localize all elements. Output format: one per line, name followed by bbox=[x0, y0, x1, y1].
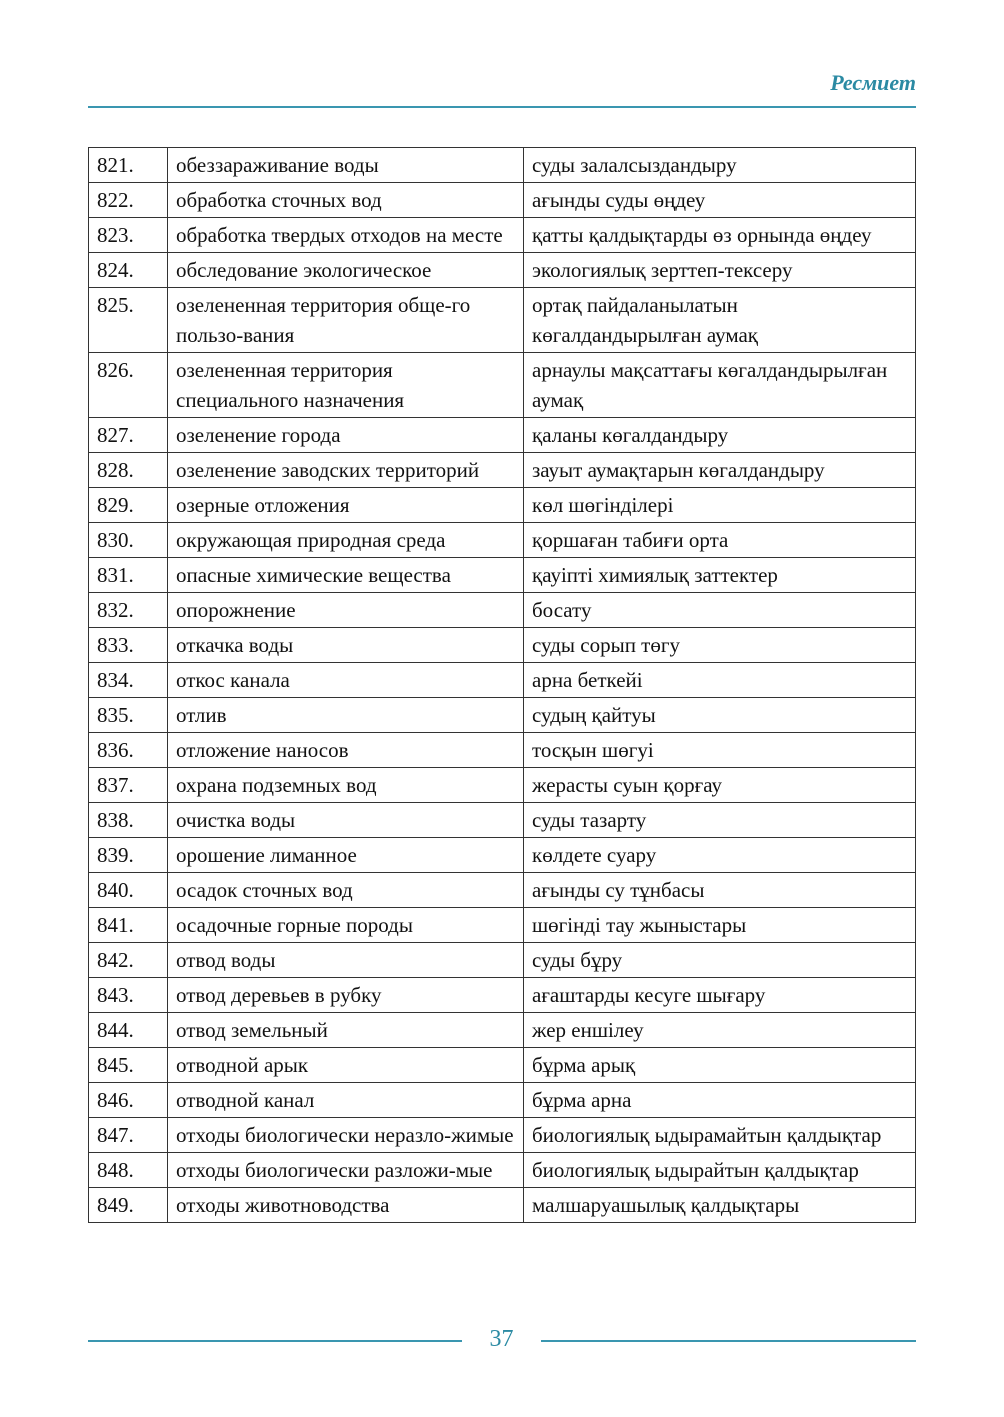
russian-term-cell: обработка твердых отходов на месте bbox=[168, 218, 524, 253]
entry-number-cell: 831. bbox=[89, 558, 168, 593]
russian-term-cell: охрана подземных вод bbox=[168, 768, 524, 803]
russian-term-cell: опасные химические вещества bbox=[168, 558, 524, 593]
table-row bbox=[89, 1013, 916, 1048]
russian-term-cell: осадочные горные породы bbox=[168, 908, 524, 943]
kazakh-term-cell: жер еншілеу bbox=[524, 1013, 916, 1048]
entry-number-cell: 823. bbox=[89, 218, 168, 253]
kazakh-term-cell: ағынды су тұнбасы bbox=[524, 873, 916, 908]
glossary-table-body bbox=[89, 148, 916, 1223]
russian-term-cell: отвод земельный bbox=[168, 1013, 524, 1048]
kazakh-term-cell: қоршаған табиғи орта bbox=[524, 523, 916, 558]
entry-number-cell: 825. bbox=[89, 288, 168, 353]
table-row bbox=[89, 663, 916, 698]
russian-term-cell: окружающая природная среда bbox=[168, 523, 524, 558]
header-divider bbox=[88, 106, 916, 108]
kazakh-term-cell: суды тазарту bbox=[524, 803, 916, 838]
kazakh-term-cell: көлдете суару bbox=[524, 838, 916, 873]
russian-term-cell: обследование экологическое bbox=[168, 253, 524, 288]
table-row bbox=[89, 698, 916, 733]
kazakh-term-cell: малшаруашылық қалдықтары bbox=[524, 1188, 916, 1223]
entry-number-cell: 826. bbox=[89, 353, 168, 418]
table-row bbox=[89, 288, 916, 353]
kazakh-term-cell: арнаулы мақсаттағы көгалдандырылған аумақ bbox=[524, 353, 916, 418]
russian-term-cell: отвод деревьев в рубку bbox=[168, 978, 524, 1013]
table-row bbox=[89, 733, 916, 768]
entry-number-cell: 846. bbox=[89, 1083, 168, 1118]
kazakh-term-cell: шөгінді тау жыныстары bbox=[524, 908, 916, 943]
entry-number-cell: 845. bbox=[89, 1048, 168, 1083]
russian-term-cell: отводной арык bbox=[168, 1048, 524, 1083]
entry-number-cell: 824. bbox=[89, 253, 168, 288]
russian-term-cell: опорожнение bbox=[168, 593, 524, 628]
entry-number-cell: 827. bbox=[89, 418, 168, 453]
entry-number-cell: 841. bbox=[89, 908, 168, 943]
russian-term-cell: отходы животноводства bbox=[168, 1188, 524, 1223]
table-row bbox=[89, 628, 916, 663]
table-row bbox=[89, 593, 916, 628]
kazakh-term-cell: қауіпті химиялық заттектер bbox=[524, 558, 916, 593]
footer-divider-right bbox=[541, 1340, 916, 1342]
entry-number-cell: 843. bbox=[89, 978, 168, 1013]
entry-number-cell: 829. bbox=[89, 488, 168, 523]
russian-term-cell: осадок сточных вод bbox=[168, 873, 524, 908]
table-row bbox=[89, 803, 916, 838]
table-row bbox=[89, 1118, 916, 1153]
table-row bbox=[89, 353, 916, 418]
table-row bbox=[89, 1083, 916, 1118]
kazakh-term-cell: биологиялық ыдырайтын қалдықтар bbox=[524, 1153, 916, 1188]
table-row bbox=[89, 873, 916, 908]
russian-term-cell: озелененная территория специального назначения bbox=[168, 353, 524, 418]
table-row bbox=[89, 183, 916, 218]
russian-term-cell: орошение лиманное bbox=[168, 838, 524, 873]
table-row bbox=[89, 148, 916, 183]
russian-term-cell: озерные отложения bbox=[168, 488, 524, 523]
table-row bbox=[89, 523, 916, 558]
entry-number-cell: 842. bbox=[89, 943, 168, 978]
kazakh-term-cell: зауыт аумақтарын көгалдандыру bbox=[524, 453, 916, 488]
table-row bbox=[89, 838, 916, 873]
entry-number-cell: 849. bbox=[89, 1188, 168, 1223]
kazakh-term-cell: жерасты суын қорғау bbox=[524, 768, 916, 803]
kazakh-term-cell: судың қайтуы bbox=[524, 698, 916, 733]
russian-term-cell: озеленение заводских территорий bbox=[168, 453, 524, 488]
entry-number-cell: 832. bbox=[89, 593, 168, 628]
table-row bbox=[89, 253, 916, 288]
entry-number-cell: 833. bbox=[89, 628, 168, 663]
table-row bbox=[89, 978, 916, 1013]
kazakh-term-cell: суды залалсыздандыру bbox=[524, 148, 916, 183]
entry-number-cell: 848. bbox=[89, 1153, 168, 1188]
table-row bbox=[89, 418, 916, 453]
glossary-table bbox=[88, 147, 916, 1223]
entry-number-cell: 838. bbox=[89, 803, 168, 838]
entry-number-cell: 847. bbox=[89, 1118, 168, 1153]
kazakh-term-cell: тосқын шөгуі bbox=[524, 733, 916, 768]
kazakh-term-cell: арна беткейі bbox=[524, 663, 916, 698]
entry-number-cell: 837. bbox=[89, 768, 168, 803]
kazakh-term-cell: қатты қалдықтарды өз орнында өңдеу bbox=[524, 218, 916, 253]
entry-number-cell: 835. bbox=[89, 698, 168, 733]
entry-number-cell: 822. bbox=[89, 183, 168, 218]
entry-number-cell: 821. bbox=[89, 148, 168, 183]
kazakh-term-cell: ортақ пайдаланылатын көгалдандырылған аумақ bbox=[524, 288, 916, 353]
russian-term-cell: озелененная территория обще-го пользо-вания bbox=[168, 288, 524, 353]
page-number: 37 bbox=[489, 1326, 514, 1352]
kazakh-term-cell: бұрма арық bbox=[524, 1048, 916, 1083]
russian-term-cell: отлив bbox=[168, 698, 524, 733]
table-row bbox=[89, 943, 916, 978]
kazakh-term-cell: ағынды суды өңдеу bbox=[524, 183, 916, 218]
russian-term-cell: отвод воды bbox=[168, 943, 524, 978]
russian-term-cell: отводной канал bbox=[168, 1083, 524, 1118]
russian-term-cell: озеленение города bbox=[168, 418, 524, 453]
table-row bbox=[89, 218, 916, 253]
russian-term-cell: очистка воды bbox=[168, 803, 524, 838]
russian-term-cell: откос канала bbox=[168, 663, 524, 698]
entry-number-cell: 840. bbox=[89, 873, 168, 908]
table-row bbox=[89, 1188, 916, 1223]
kazakh-term-cell: ағаштарды кесуге шығару bbox=[524, 978, 916, 1013]
entry-number-cell: 836. bbox=[89, 733, 168, 768]
table-row bbox=[89, 453, 916, 488]
table-row bbox=[89, 768, 916, 803]
entry-number-cell: 839. bbox=[89, 838, 168, 873]
russian-term-cell: откачка воды bbox=[168, 628, 524, 663]
entry-number-cell: 828. bbox=[89, 453, 168, 488]
russian-term-cell: отходы биологически неразло-жимые bbox=[168, 1118, 524, 1153]
kazakh-term-cell: босату bbox=[524, 593, 916, 628]
table-row bbox=[89, 558, 916, 593]
table-row bbox=[89, 908, 916, 943]
table-row bbox=[89, 1048, 916, 1083]
entry-number-cell: 844. bbox=[89, 1013, 168, 1048]
russian-term-cell: отходы биологически разложи-мые bbox=[168, 1153, 524, 1188]
russian-term-cell: обеззараживание воды bbox=[168, 148, 524, 183]
kazakh-term-cell: суды сорып төгу bbox=[524, 628, 916, 663]
page-header-title: Ресмиет bbox=[830, 70, 916, 95]
footer-divider-left bbox=[88, 1340, 462, 1342]
russian-term-cell: обработка сточных вод bbox=[168, 183, 524, 218]
entry-number-cell: 834. bbox=[89, 663, 168, 698]
kazakh-term-cell: бұрма арна bbox=[524, 1083, 916, 1118]
kazakh-term-cell: суды бұру bbox=[524, 943, 916, 978]
kazakh-term-cell: көл шөгінділері bbox=[524, 488, 916, 523]
russian-term-cell: отложение наносов bbox=[168, 733, 524, 768]
kazakh-term-cell: биологиялық ыдырамайтын қалдықтар bbox=[524, 1118, 916, 1153]
table-row bbox=[89, 488, 916, 523]
entry-number-cell: 830. bbox=[89, 523, 168, 558]
table-row bbox=[89, 1153, 916, 1188]
kazakh-term-cell: экологиялық зерттеп-тексеру bbox=[524, 253, 916, 288]
kazakh-term-cell: қаланы көгалдандыру bbox=[524, 418, 916, 453]
